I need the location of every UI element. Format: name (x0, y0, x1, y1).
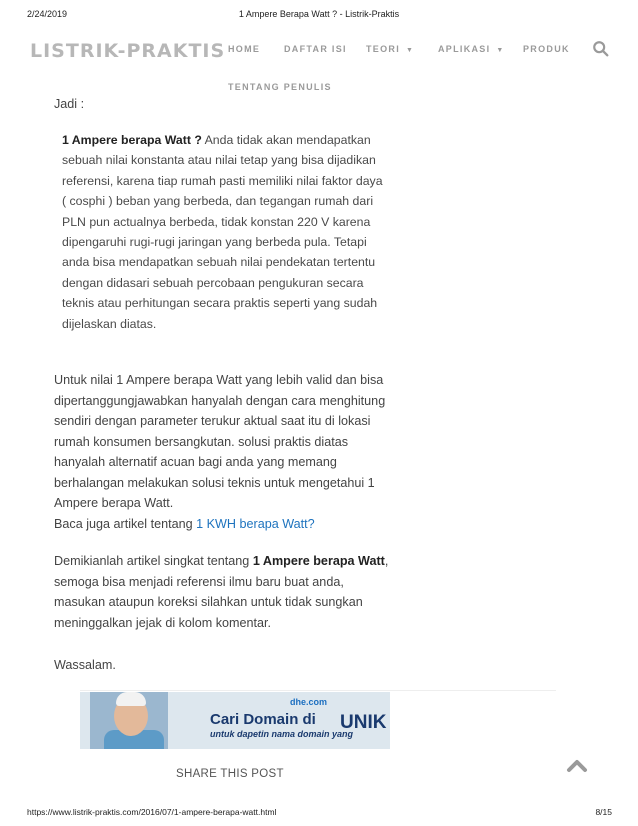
nav-teori-label: TEORI (366, 44, 401, 54)
quote-line: 1 Ampere berapa Watt ? Anda tidak akan mendapatkan (62, 133, 371, 147)
para-line: masukan ataupun koreksi silahkan untuk tidak sungkan (54, 595, 363, 609)
ad-banner[interactable] (80, 692, 390, 749)
para-line: Demikianlah artikel singkat tentang 1 Ampere berapa Watt, (54, 554, 389, 568)
print-date: 2/24/2019 (27, 9, 68, 19)
ad-person-image (90, 692, 168, 749)
quote-line: ( cosphi ) beban yang berbeda, dan tegangan rumah dari (62, 194, 374, 209)
print-url: https://www.listrik-praktis.com/2016/07/1-ampere-berapa-watt.html (27, 807, 277, 817)
ad-subtext: untuk dapetin nama domain yang (210, 729, 354, 739)
baca-juga-link[interactable]: 1 KWH berapa Watt? (196, 516, 315, 531)
chevron-down-icon: ▼ (406, 47, 415, 54)
ad-headline: Cari Domain di (210, 711, 316, 728)
jadi-label: Jadi : (54, 97, 85, 111)
chevron-down-icon: ▼ (496, 47, 505, 54)
divider (80, 690, 556, 691)
closing-text: Wassalam. (54, 658, 116, 672)
para-line: dipertanggungjawabkan hanyalah dengan cara menghitung (54, 393, 386, 408)
para-line: meninggalkan jejak di kolom komentar. (54, 615, 272, 630)
quote-line: teknis atau perhitungan secara praktis seperti yang sudah (62, 296, 378, 311)
quote-line: anda bisa mendapatkan sebuah nilai pendekatan tertentu (62, 255, 376, 270)
print-header (0, 0, 638, 22)
search-icon[interactable] (592, 40, 610, 58)
quote-line: referensi, karena tiap rumah pasti memiliki nilai faktor daya (62, 173, 383, 188)
print-page-number: 8/15 (595, 807, 612, 817)
site-navbar (0, 32, 638, 102)
share-heading: SHARE THIS POST (176, 768, 284, 780)
nav-tentang-penulis[interactable]: TENTANG PENULIS (228, 82, 332, 92)
ad-unik: UNIK (340, 712, 387, 733)
article-quote (62, 130, 402, 334)
chevron-up-icon[interactable] (566, 757, 588, 773)
quote-line: dipengaruhi rugi-rugi jaringan yang berbeda pula. Tetapi (62, 235, 367, 250)
ad-logo: dhe.com (290, 697, 328, 707)
para-line: rumah konsumen bersangkutan. solusi praktis diatas (54, 434, 349, 449)
quote-line: PLN pun actualnya berbeda, tidak konstan 220 V karena (62, 214, 371, 229)
baca-juga: Baca juga artikel tentang 1 KWH berapa Watt? (54, 516, 315, 531)
quote-line: sebuah nilai konstanta atau nilai tetap yang bisa dijadikan (62, 153, 376, 168)
para2-bold: 1 Ampere berapa Watt (252, 554, 385, 568)
site-logo[interactable]: LISTRIK-PRAKTIS (30, 40, 226, 62)
para-line: berhalangan melakukan solusi teknis untuk mengetahui 1 (54, 475, 375, 490)
para-line: Untuk nilai 1 Ampere berapa Watt yang lebih valid dan bisa (54, 373, 384, 387)
article-paragraph-1 (54, 370, 404, 534)
nav-produk[interactable]: PRODUK (523, 44, 570, 54)
nav-aplikasi-label: APLIKASI (438, 44, 491, 54)
para-line: Ampere berapa Watt. (54, 496, 174, 510)
nav-aplikasi[interactable] (438, 44, 505, 54)
print-title: 1 Ampere Berapa Watt ? - Listrik-Praktis (238, 9, 400, 19)
para-line: sendiri dengan parameter terukur aktual saat itu di lokasi (54, 414, 371, 428)
quote-line: dijelaskan diatas. (62, 316, 157, 331)
nav-teori[interactable] (366, 44, 414, 54)
para-line: hanyalah alternatif acuan bagi anda yang memang (54, 455, 337, 469)
nav-daftar-isi[interactable]: DAFTAR ISI (284, 44, 347, 54)
quote-line: dengan didasari sebuah percobaan pengukuran secara (62, 275, 364, 290)
nav-home[interactable]: HOME (228, 44, 261, 54)
article-paragraph-2 (54, 551, 404, 633)
para-line: semoga bisa menjadi referensi ilmu baru buat anda, (54, 574, 344, 589)
quote-bold: 1 Ampere berapa Watt ? (62, 133, 202, 147)
